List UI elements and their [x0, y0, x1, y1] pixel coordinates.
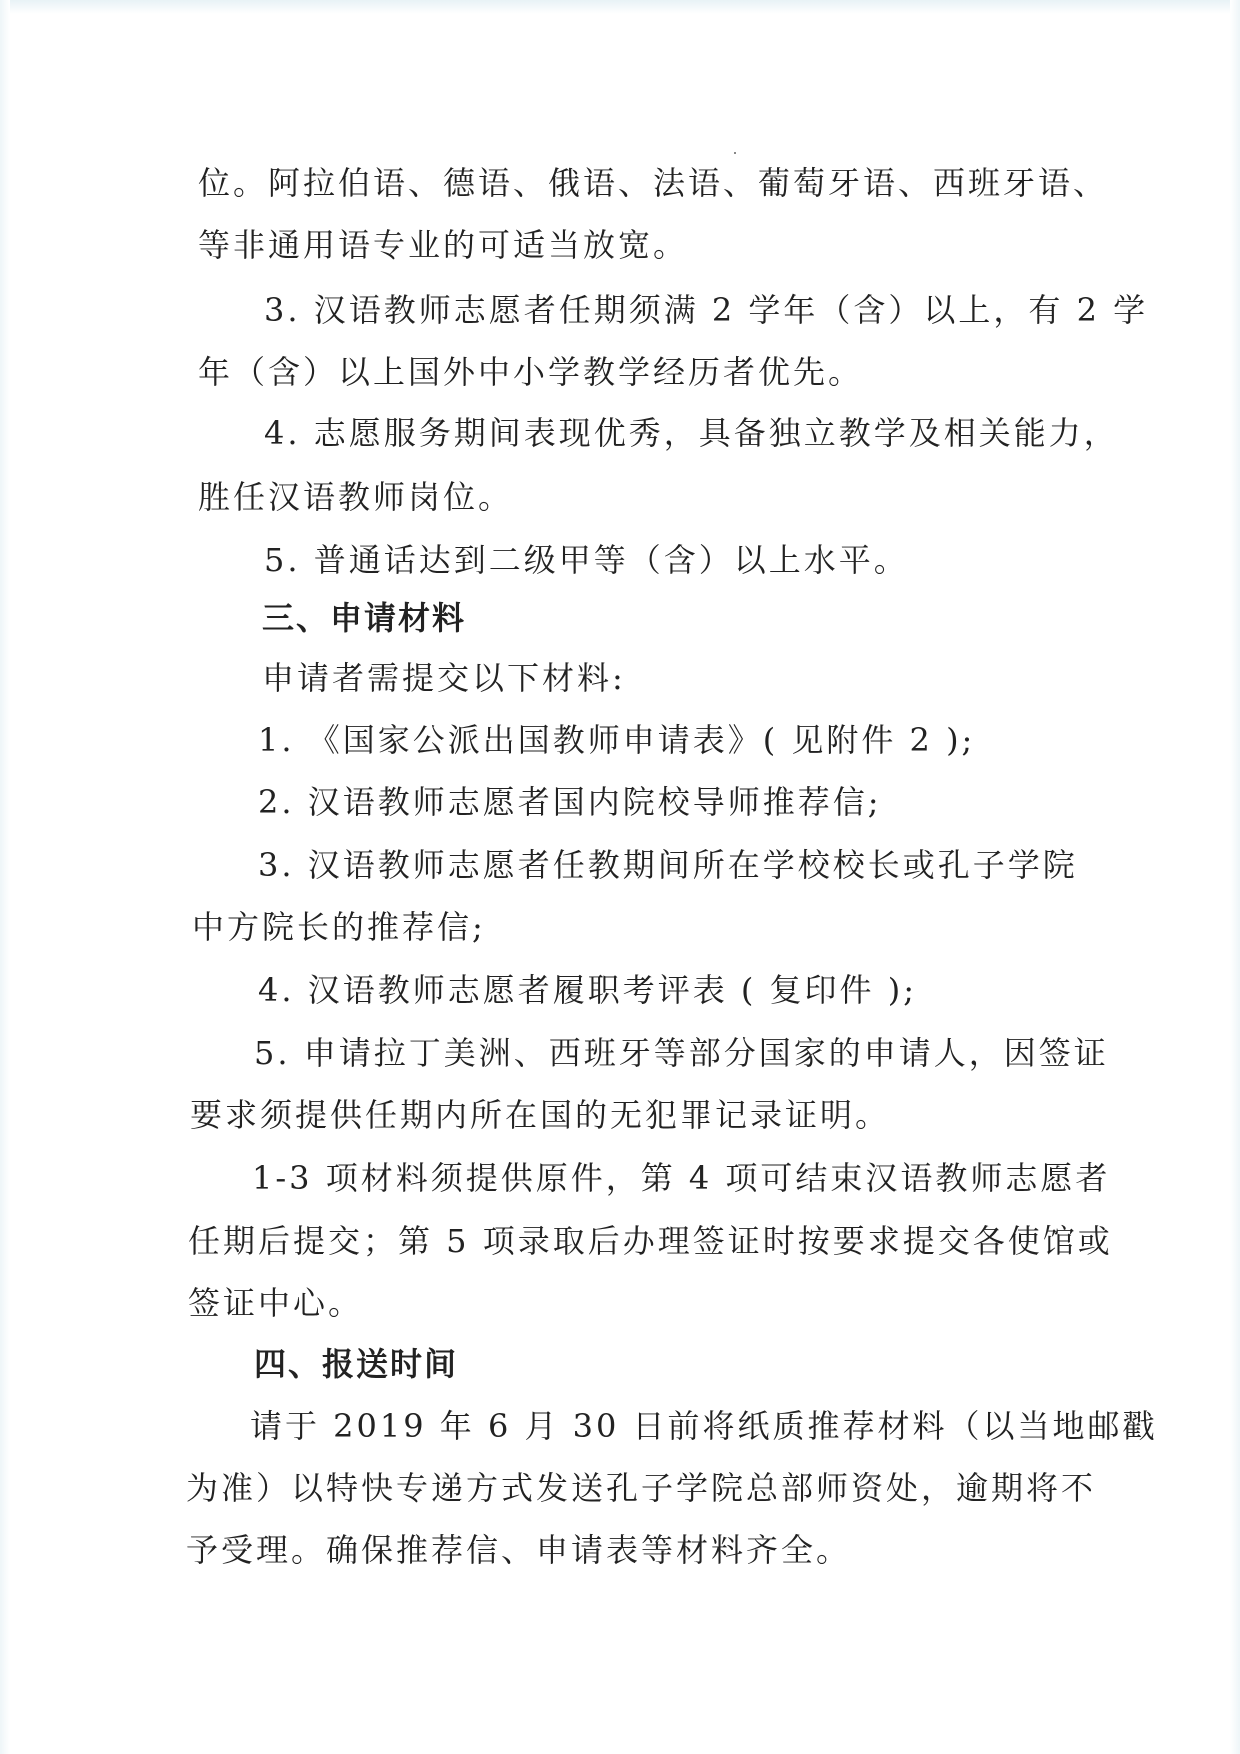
scan-edge-top [0, 0, 1240, 14]
paragraph-line: 4. 汉语教师志愿者履职考评表 ( 复印件 ); [258, 971, 917, 1009]
paragraph-line: 申请者需提交以下材料: [262, 659, 626, 697]
paragraph-line: 要求须提供任期内所在国的无犯罪记录证明。 [190, 1096, 891, 1134]
paragraph-line: 3. 汉语教师志愿者任教期间所在学校校长或孔子学院 [258, 846, 1078, 884]
paragraph-line: 为准）以特快专递方式发送孔子学院总部师资处，逾期将不 [186, 1469, 1097, 1507]
scan-speck [734, 152, 736, 154]
section-heading: 三、申请材料 [262, 599, 467, 637]
paragraph-line: 等非通用语专业的可适当放宽。 [198, 226, 689, 264]
paragraph-line: 任期后提交；第 5 项录取后办理签证时按要求提交各使馆或 [188, 1222, 1113, 1260]
paragraph-line: 4. 志愿服务期间表现优秀，具备独立教学及相关能力， [264, 414, 1119, 452]
paragraph-line: 位。阿拉伯语、德语、俄语、法语、葡萄牙语、西班牙语、 [198, 164, 1109, 202]
paragraph-line: 年（含）以上国外中小学教学经历者优先。 [198, 353, 864, 391]
paragraph-line: 1-3 项材料须提供原件，第 4 项可结束汉语教师志愿者 [252, 1159, 1111, 1197]
paragraph-line: 5. 申请拉丁美洲、西班牙等部分国家的申请人，因签证 [254, 1034, 1109, 1072]
paragraph-line: 胜任汉语教师岗位。 [198, 478, 514, 516]
scan-edge-left [0, 0, 10, 1754]
scan-edge-right [1230, 0, 1240, 1754]
paragraph-line: 2. 汉语教师志愿者国内院校导师推荐信; [258, 783, 882, 821]
paragraph-line: 予受理。确保推荐信、申请表等材料齐全。 [186, 1531, 852, 1569]
paragraph-line: 签证中心。 [188, 1284, 364, 1322]
paragraph-line: 中方院长的推荐信; [192, 908, 486, 946]
paragraph-line: 5. 普通话达到二级甲等（含）以上水平。 [264, 541, 909, 579]
paragraph-line: 3. 汉语教师志愿者任期须满 2 学年（含）以上，有 2 学 [264, 291, 1149, 329]
paragraph-line: 1. 《国家公派出国教师申请表》( 见附件 2 ); [258, 721, 976, 759]
section-heading: 四、报送时间 [254, 1345, 459, 1383]
paragraph-line: 请于 2019 年 6 月 30 日前将纸质推荐材料（以当地邮戳 [250, 1407, 1158, 1445]
